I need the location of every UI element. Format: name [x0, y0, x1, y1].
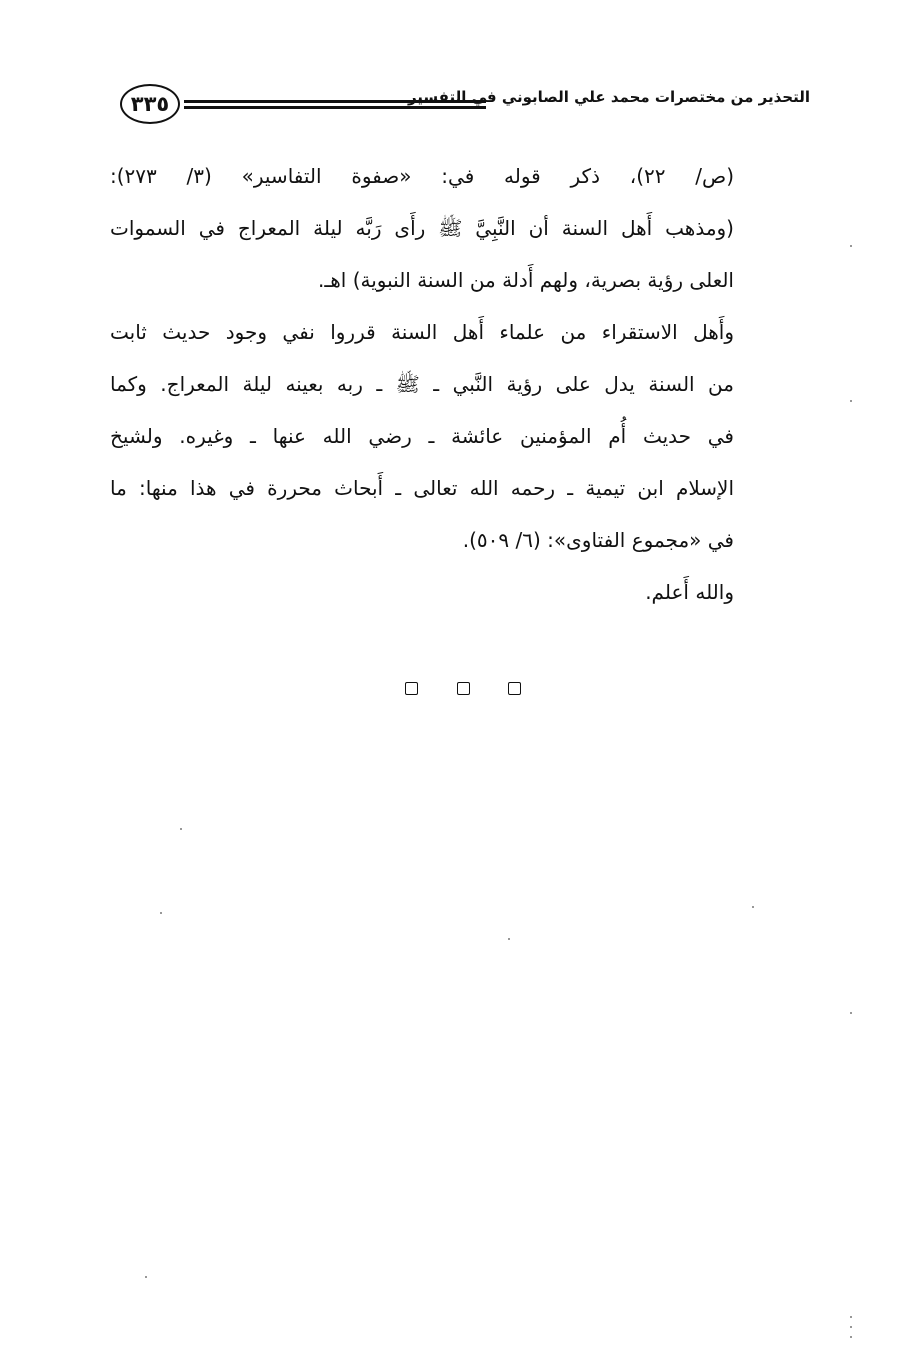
text-line: وأَهل الاستقراء من علماء أَهل السنة قرروا نفي وجود حديث ثابت [110, 320, 734, 344]
separator-square-icon [508, 682, 521, 695]
separator-square-icon [405, 682, 418, 695]
scan-speck [850, 245, 852, 247]
scan-speck [850, 400, 852, 402]
running-header [110, 78, 810, 134]
scan-speck [850, 1316, 852, 1318]
text-line: في حديث أُم المؤمنين عائشة ـ رضي الله عنها ـ وغيره. ولشيخ [110, 424, 734, 448]
text-line: في «مجموع الفتاوى»: (٦/ ٥٠٩). [462, 528, 734, 552]
text-line: (ص/ ٢٢)، ذكر قوله في: «صفوة التفاسير» (٣/ ٢٧٣): [110, 164, 734, 188]
scan-speck [160, 912, 162, 914]
page-number: ٣٣٥ [120, 84, 180, 124]
section-separator [405, 682, 521, 698]
scan-speck [508, 938, 510, 940]
scan-speck [752, 906, 754, 908]
text-line: والله أَعلم. [645, 580, 734, 604]
text-line: من السنة يدل على رؤية النَّبي ـ ﷺ ـ ربه بعينه ليلة المعراج. وكما [110, 372, 734, 396]
text-line: (ومذهب أَهل السنة أن النَّبِيَّ ﷺ رأَى رَبَّه ليلة المعراج في السموات [110, 216, 734, 240]
scan-speck [145, 1276, 147, 1278]
scan-speck [850, 1326, 852, 1328]
text-line: الإسلام ابن تيمية ـ رحمه الله تعالى ـ أَبحاث محررة في هذا منها: ما [110, 476, 734, 500]
body-text [110, 150, 734, 618]
scan-speck [850, 1336, 852, 1338]
scan-speck [180, 828, 182, 830]
running-title: التحذير من مختصرات محمد علي الصابوني في التفسير [407, 88, 810, 106]
separator-square-icon [457, 682, 470, 695]
scan-speck [850, 1012, 852, 1014]
text-line: العلى رؤية بصرية، ولهم أَدلة من السنة النبوية) اهـ. [318, 268, 734, 292]
